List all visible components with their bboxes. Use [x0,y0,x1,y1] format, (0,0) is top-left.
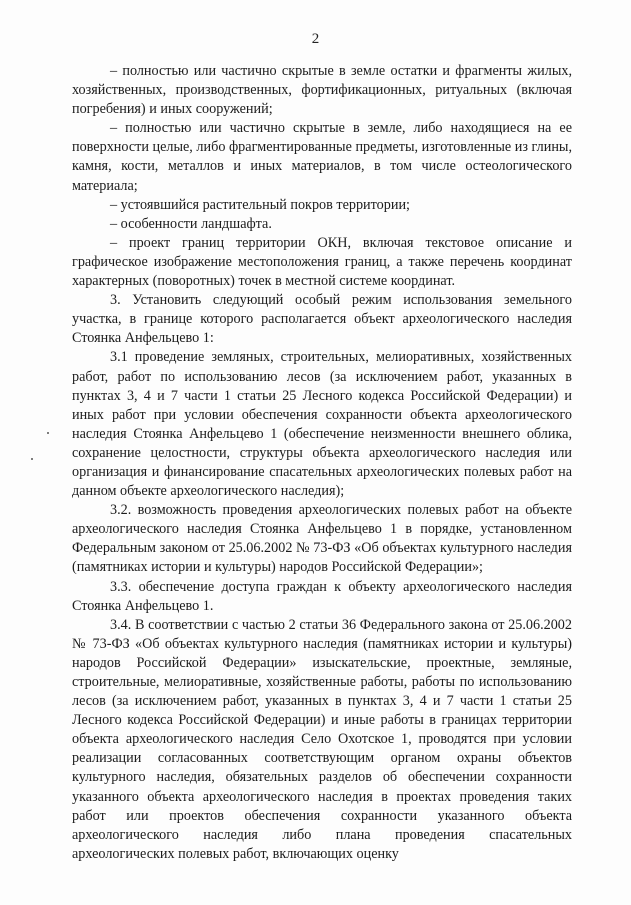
paragraph-section-3-1: 3.1 проведение земляных, строительных, мелиоративных, хозяйственных работ, работ по использованию лесов (за исключением работ, указанных в пунктах 3, 4 и 7 части 1 статьи 25 Лесного кодекса Российской Федерации) и иных работ при условии обеспечения сохранности объекта археологического наследия Стоянка Анфельцево 1 (обеспечение неизменности внешнего облика, сохранение целостности, структуры объекта археологического наследия или организация и финансирование спасательных археологических полевых работ на данном объекте археологического наследия); [72,349,572,500]
paragraph-section-3-4: 3.4. В соответствии с частью 2 статьи 36 Федерального закона от 25.06.2002 № 73-ФЗ «Об объектах культурного наследия (памятниках истории и культуры) народов Российской Федерации» изыскательские, проектные, земляные, строительные, мелиоративные, хозяйственные работы, работы по использованию лесов (за исключением работ, указанных в пунктах 3, 4 и 7 части 1 статьи 25 Лесного кодекса Российской Федерации) и иные работы в границах территории объекта археологического наследия Село Охотское 1, проводятся при условии реализации согласованных соответствующим органом охраны объектов культурного наследия, обязательных разделов об обеспечении сохранности указанного объекта археологического наследия в проектах проведения таких работ или проектов обеспечения сохранности указанного объекта археологического наследия либо плана проведения спасательных археологических полевых работ, включающих оценку [72,616,572,862]
document-body [72,62,572,864]
scan-speck [31,458,33,460]
paragraph-artifacts: – полностью или частично скрытые в земле, либо находящиеся на ее поверхности целые, либо фрагментированные предметы, изготовленные из глины, камня, кости, металлов и иных материалов, в том числе остеологического материала; [72,120,572,194]
paragraph-section-3-2: 3.2. возможность проведения археологических полевых работ на объекте археологического наследия Стоянка Анфельцево 1 в порядке, установленном Федеральным законом от 25.06.2002 № 73-ФЗ «Об объектах культурного наследия (памятниках истории и культуры) народов Российской Федерации»; [72,502,572,576]
paragraph-section-3-3: 3.3. обеспечение доступа граждан к объекту археологического наследия Стоянка Анфельцево 1. [72,578,572,614]
paragraph-boundary-project: – проект границ территории ОКН, включая текстовое описание и графическое изображение местоположения границ, а также перечень координат характерных (поворотных) точек в местной системе координат. [72,234,572,290]
paragraph-landscape: – особенности ландшафта. [110,215,272,232]
paragraph-vegetation: – устоявшийся растительный покров территории; [110,196,410,213]
scan-speck [47,432,49,434]
paragraph-section-3: 3. Установить следующий особый режим использования земельного участка, в границе которого располагается объект археологического наследия Стоянка Анфельцево 1: [72,292,572,347]
paragraph-remains-structures: – полностью или частично скрытые в земле остатки и фрагменты жилых, хозяйственных, производственных, фортификационных, ритуальных (включая погребения) и иных сооружений; [72,63,572,118]
page-number: 2 [311,31,320,47]
